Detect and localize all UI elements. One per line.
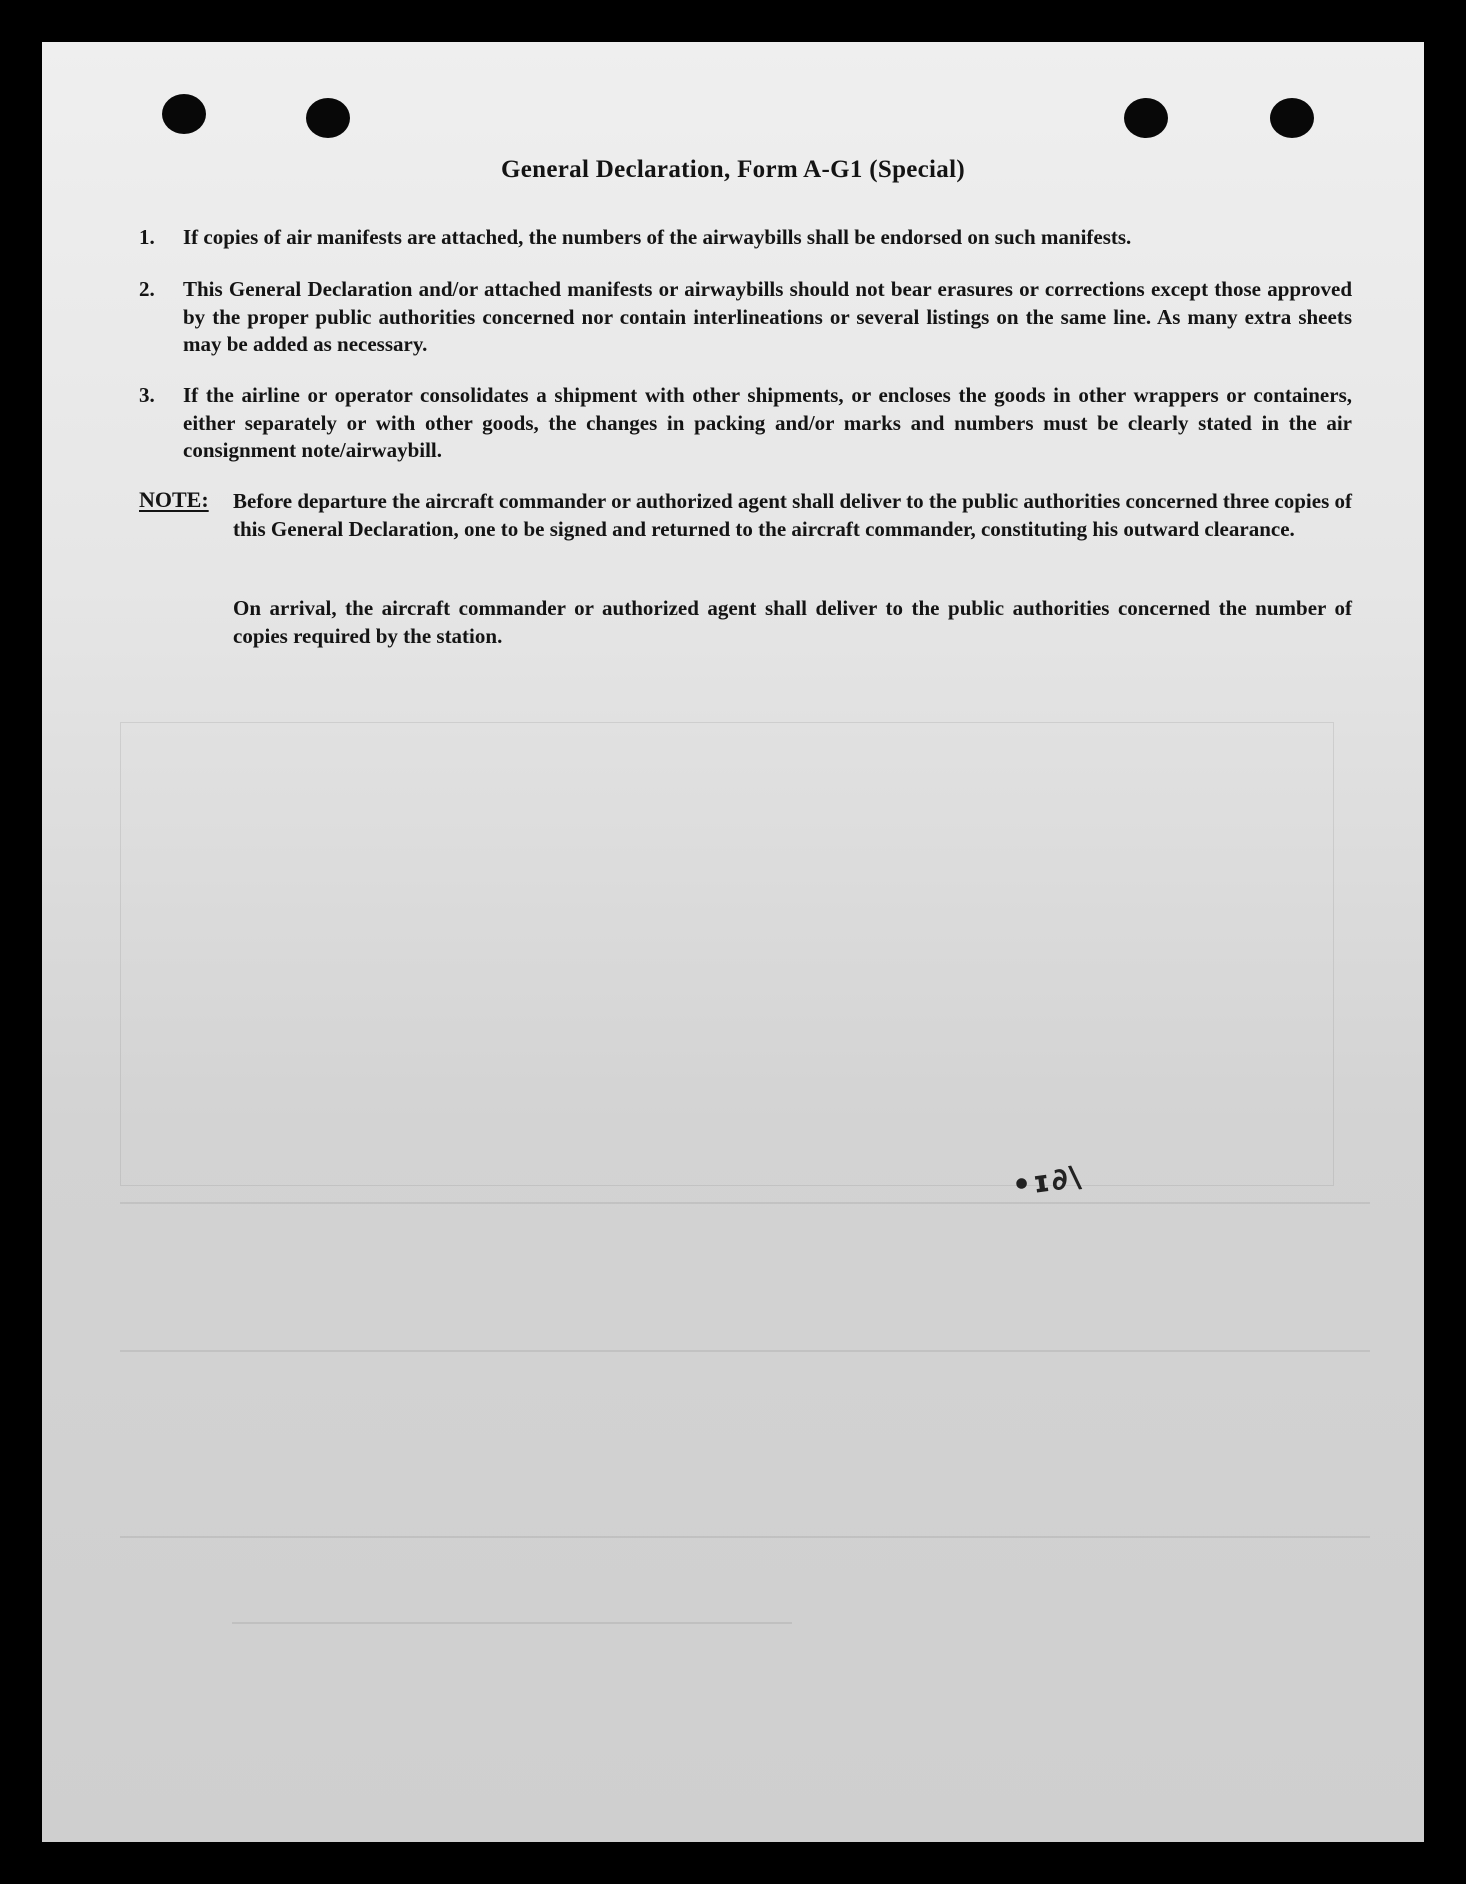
document-title: General Declaration, Form A-G1 (Special) (501, 156, 965, 183)
list-item-text: If the airline or operator consolidates a shipment with other shipments, or encloses the goods in other wrappers or containers, either separately or with other goods, the changes in packing and/or marks and numbers must be clearly stated in the air consignment note/airwaybill. (183, 383, 1352, 462)
document-page (42, 42, 1424, 1842)
bleed-through-rule (120, 1350, 1370, 1352)
punch-hole-left-2 (306, 98, 350, 138)
list-item-2 (139, 276, 1352, 359)
bleed-through-box (120, 722, 1334, 1186)
bleed-through-rule (232, 1622, 792, 1624)
punch-hole-left-1 (162, 94, 206, 134)
handwritten-mark: •ɪ∂\ (1009, 1159, 1085, 1204)
note-label: NOTE: (139, 487, 209, 512)
list-item-text: This General Declaration and/or attached manifests or airwaybills should not bear erasures or corrections except those approved by the proper public authorities concerned nor contain interlineations or several listings on the same line. As many extra sheets may be added as necessary. (183, 277, 1352, 356)
bleed-through-rule (120, 1536, 1370, 1538)
punch-hole-right-2 (1270, 98, 1314, 138)
bleed-through-rule (120, 1202, 1370, 1204)
note-paragraph-arrival: On arrival, the aircraft commander or authorized agent shall deliver to the public authorities concerned the number of copies required by the station. (233, 596, 1352, 648)
list-item-number: 2. (139, 277, 155, 301)
note-paragraph-departure: Before departure the aircraft commander or authorized agent shall deliver to the public authorities concerned three copies of this General Declaration, one to be signed and returned to the aircraft commander, constituting his outward clearance. (233, 489, 1352, 541)
punch-hole-right-1 (1124, 98, 1168, 138)
list-item-1 (139, 224, 1352, 252)
list-item-text: If copies of air manifests are attached, the numbers of the airwaybills shall be endorsed on such manifests. (183, 225, 1132, 249)
list-item-number: 1. (139, 225, 155, 249)
list-item-number: 3. (139, 383, 155, 407)
list-item-3 (139, 382, 1352, 465)
